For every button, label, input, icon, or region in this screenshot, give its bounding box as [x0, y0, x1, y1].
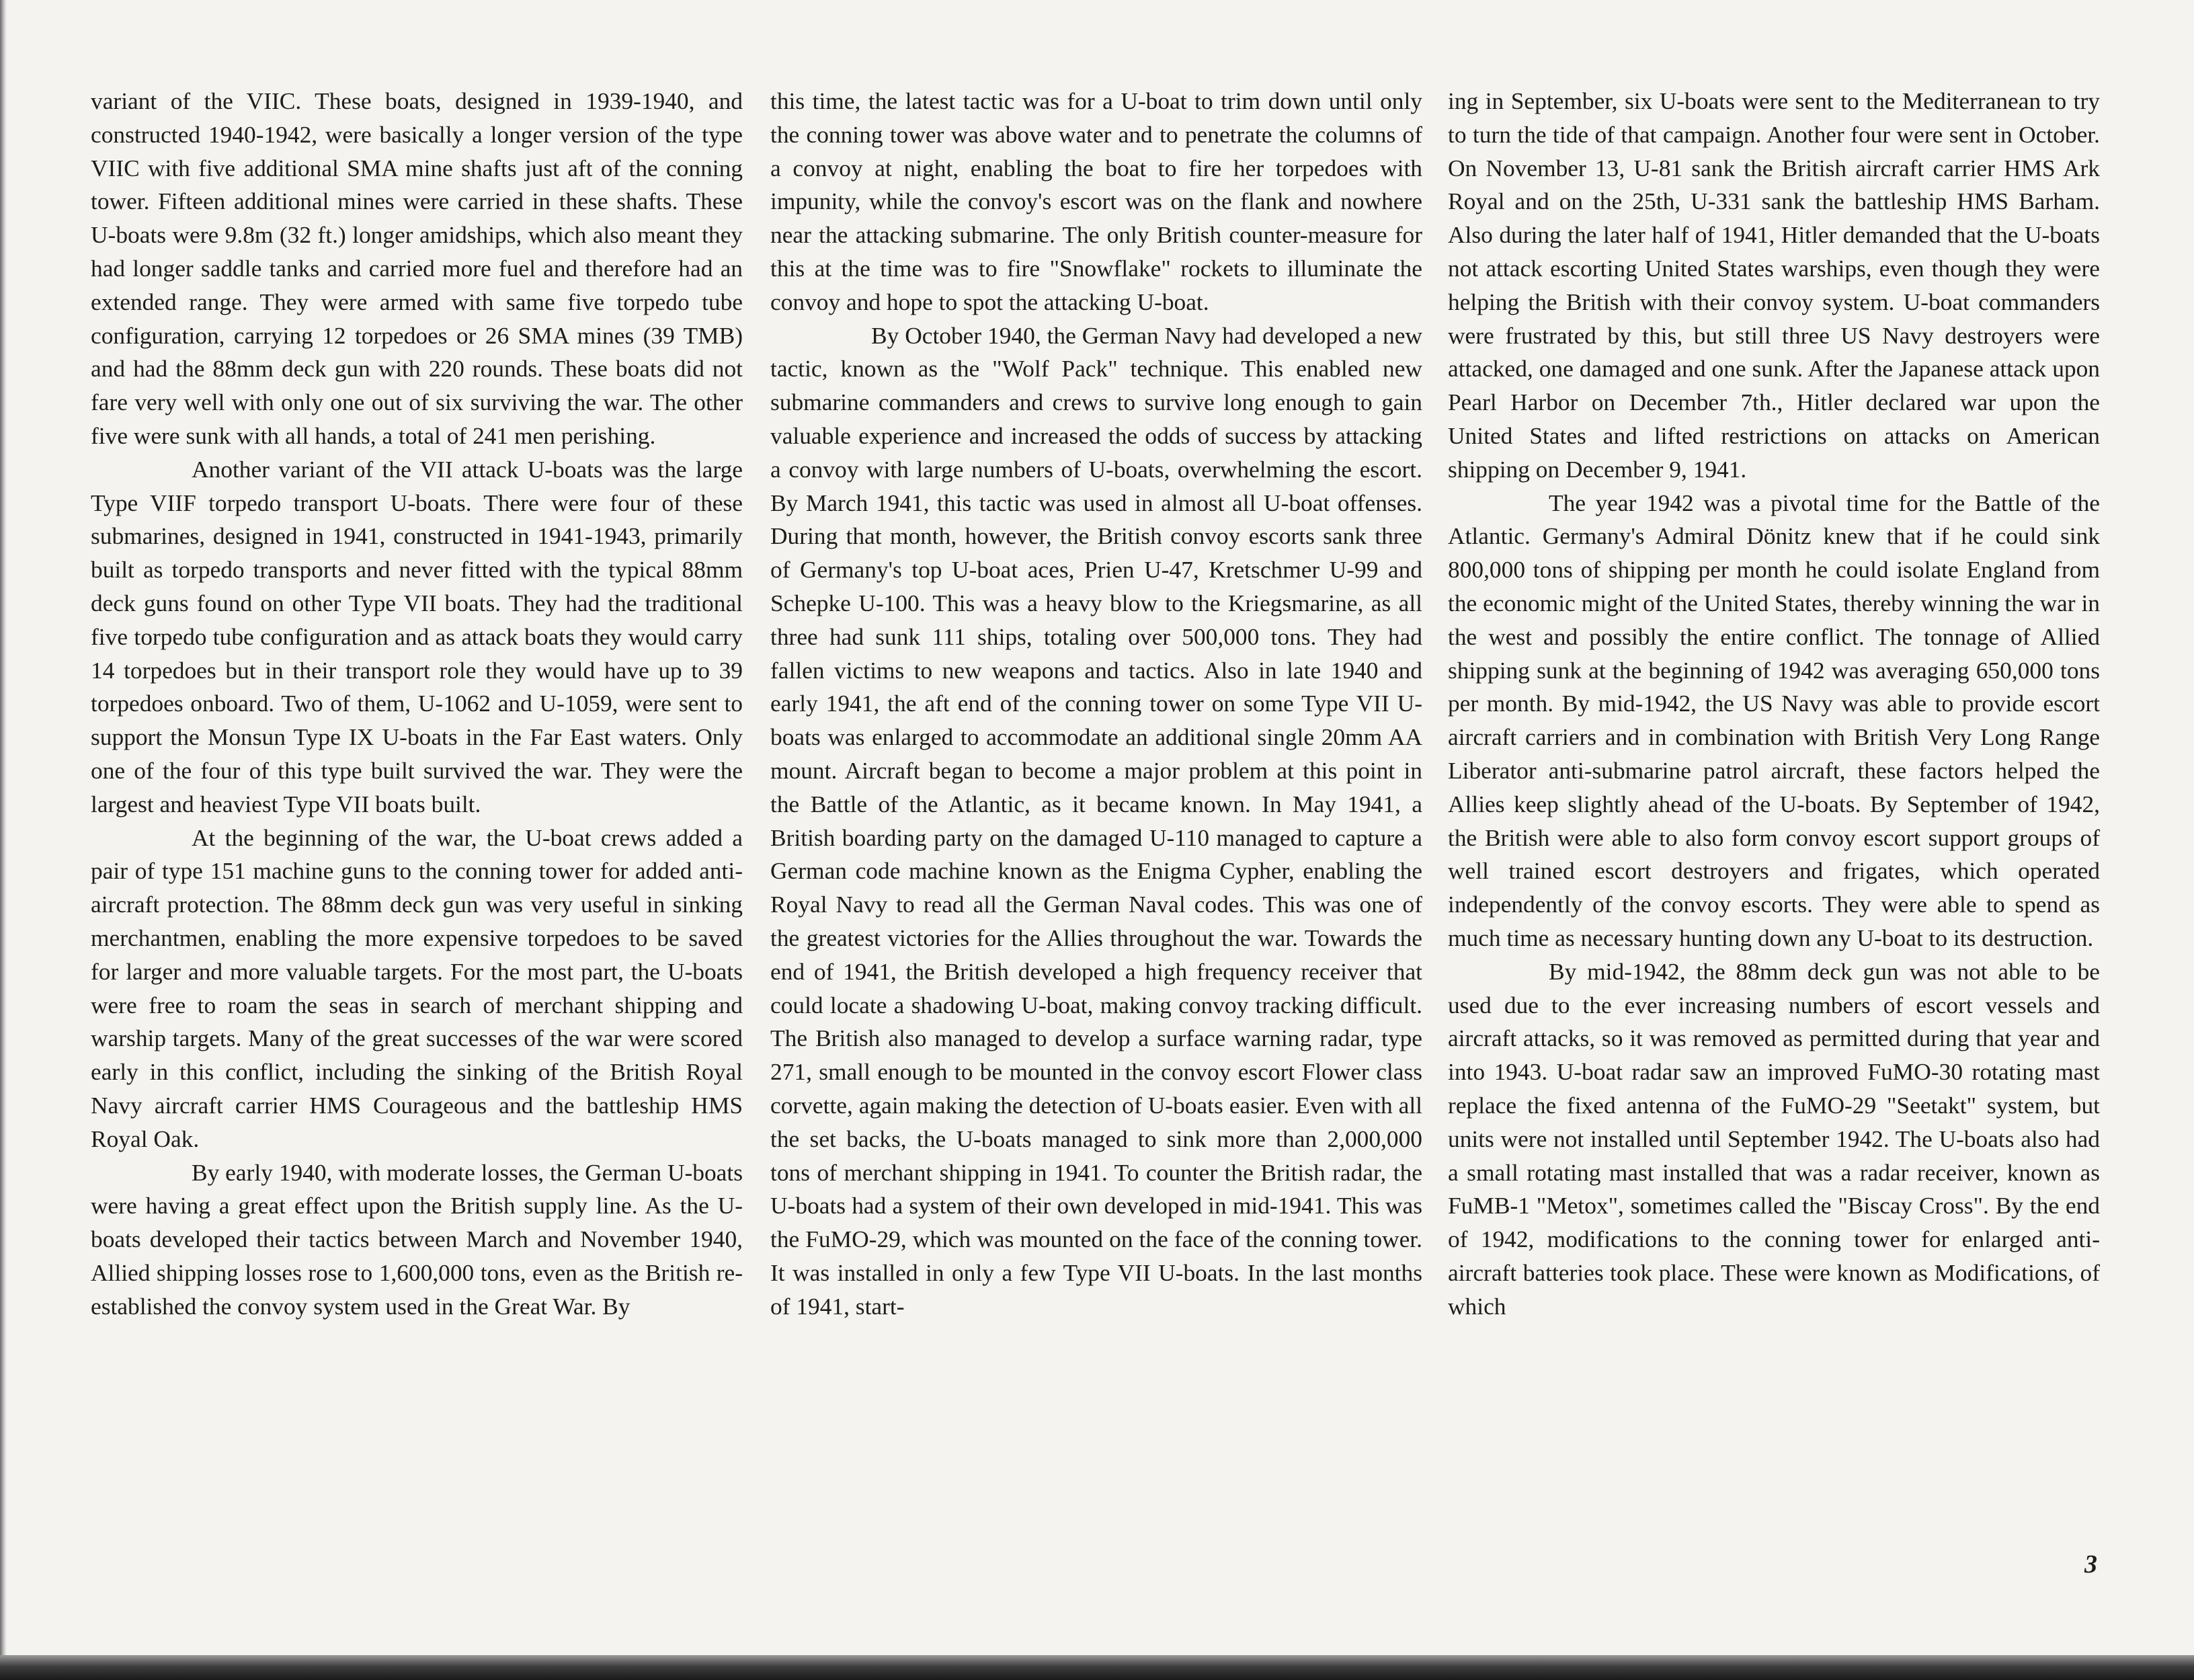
- page-number: 3: [2084, 1550, 2097, 1578]
- paragraph: At the beginning of the war, the U-boat crews added a pair of type 151 machine guns to the conning tower for added anti-aircraft protection. The 88mm deck gun was very useful in sinking merchantmen, enabling the more expensive torpedoes to be saved for larger and more valuable targets. For the most part, the U-boats were free to roam the seas in search of merchant shipping and warship targets. Many of the great successes of the war were scored early in this conflict, including the sinking of the British Royal Navy aircraft carrier HMS Courageous and the battleship HMS Royal Oak.: [91, 824, 743, 1152]
- text-column-3: [1448, 85, 2100, 1323]
- paragraph: The year 1942 was a pivotal time for the Battle of the Atlantic. Germany's Admiral Dönitz knew that if he could sink 800,000 tons of shipping per month he could isolate England from the economic might of the United States, thereby winning the war in the west and possibly the entire conflict. The tonnage of Allied shipping sunk at the beginning of 1942 was averaging 650,000 tons per month. By mid-1942, the US Navy was able to provide escort aircraft carriers and in combination with British Very Long Range Liberator anti-submarine patrol aircraft, these factors helped the Allies keep slightly ahead of the U-boats. By September of 1942, the British were able to also form convoy escort support groups of well trained escort destroyers and frigates, which operated independently of the convoy escorts. They were able to spend as much time as necessary hunting down any U-boat to its destruction.: [1448, 489, 2100, 951]
- text-column-1: [91, 85, 743, 1323]
- paragraph: ing in September, six U-boats were sent to the Mediterranean to try to turn the tide of that campaign. Another four were sent in October. On November 13, U-81 sank the British aircraft carrier HMS Ark Royal and on the 25th, U-331 sank the battleship HMS Barham. Also during the later half of 1941, Hitler demanded that the U-boats not attack escorting United States warships, even though they were helping the British with their convoy system. U-boat commanders were frustrated by this, but still three US Navy destroyers were attacked, one damaged and one sunk. After the Japanese attack upon Pearl Harbor on December 7th., Hitler declared war upon the United States and lifted restrictions on attacks on American shipping on December 9, 1941.: [1448, 87, 2100, 483]
- binding-edge: [0, 0, 7, 1680]
- scan-bottom-edge: [0, 1655, 2194, 1680]
- paragraph: By early 1940, with moderate losses, the German U-boats were having a great effect upon the British supply line. As the U-boats developed their tactics between March and November 1940, Allied shipping losses rose to 1,600,000 tons, even as the British re-established the convoy system used in the Great War. By: [91, 1158, 743, 1320]
- paragraph: By mid-1942, the 88mm deck gun was not able to be used due to the ever increasing numbers of escort vessels and aircraft attacks, so it was removed as permitted during that year and into 1943. U-boat radar saw an improved FuMO-30 rotating mast replace the fixed antenna of the FuMO-29 "Seetakt" system, but units were not installed until September 1942. The U-boats also had a small rotating mast installed that was a radar receiver, known as FuMB-1 "Metox", sometimes called the "Biscay Cross". By the end of 1942, modifications to the conning tower for enlarged anti-aircraft batteries took place. These were known as Modifications, of which: [1448, 957, 2100, 1320]
- paragraph: By October 1940, the German Navy had developed a new tactic, known as the "Wolf Pack" technique. This enabled new submarine commanders and crews to survive long enough to gain valuable experience and increased the odds of success by attacking a convoy with large numbers of U-boats, overwhelming the escort. By March 1941, this tactic was used in almost all U-boat offenses. During that month, however, the British convoy escorts sank three of Germany's top U-boat aces, Prien U-47, Kretschmer U-99 and Schepke U-100. This was a heavy blow to the Kriegsmarine, as all three had sunk 111 ships, totaling over 500,000 tons. They had fallen victims to new weapons and tactics. Also in late 1940 and early 1941, the aft end of the conning tower on some Type VII U-boats was enlarged to accommodate an additional single 20mm AA mount. Aircraft began to become a major problem at this point in the Battle of the Atlantic, as it became known. In May 1941, a British boarding party on the damaged U-110 managed to capture a German code machine known as the Enigma Cypher, enabling the Royal Navy to read all the German Naval codes. This was one of the greatest victories for the Allies throughout the war. Towards the end of 1941, the British developed a high frequency receiver that could locate a shadowing U-boat, making convoy tracking difficult. The British also managed to develop a surface warning radar, type 271, small enough to be mounted in the convoy escort Flower class corvette, again making the detection of U-boats easier. Even with all the set backs, the U-boats managed to sink more than 2,000,000 tons of merchant shipping in 1941. To counter the British radar, the U-boats had a system of their own developed in mid-1941. This was the FuMO-29, which was mounted on the face of the conning tower. It was installed in only a few Type VII U-boats. In the last months of 1941, start-: [770, 321, 1422, 1320]
- text-column-2: [770, 85, 1422, 1323]
- paragraph: Another variant of the VII attack U-boats was the large Type VIIF torpedo transport U-boats. There were four of these submarines, designed in 1941, constructed in 1941-1943, primarily built as torpedo transports and never fitted with the typical 88mm deck guns found on other Type VII boats. They had the traditional five torpedo tube configuration and as attack boats they would carry 14 torpedoes but in their transport role they would have up to 39 torpedoes onboard. Two of them, U-1062 and U-1059, were sent to support the Monsun Type IX U-boats in the Far East waters. Only one of the four of this type built survived the war. They were the largest and heaviest Type VII boats built.: [91, 455, 743, 817]
- paragraph: variant of the VIIC. These boats, designed in 1939-1940, and constructed 1940-1942, were basically a longer version of the type VIIC with five additional SMA mine shafts just aft of the conning tower. Fifteen additional mines were carried in these shafts. These U-boats were 9.8m (32 ft.) longer amidships, which also meant they had longer saddle tanks and carried more fuel and therefore had an extended range. They were armed with same five torpedo tube configuration, carrying 12 torpedoes or 26 SMA mines (39 TMB) and had the 88mm deck gun with 220 rounds. These boats did not fare very well with only one out of six surviving the war. The other five were sunk with all hands, a total of 241 men perishing.: [91, 87, 743, 449]
- paragraph: this time, the latest tactic was for a U-boat to trim down until only the conning tower was above water and to penetrate the columns of a convoy at night, enabling the boat to fire her torpedoes with impunity, while the convoy's escort was on the flank and nowhere near the attacking submarine. The only British counter-measure for this at the time was to fire "Snowflake" rockets to illuminate the convoy and hope to spot the attacking U-boat.: [770, 87, 1422, 315]
